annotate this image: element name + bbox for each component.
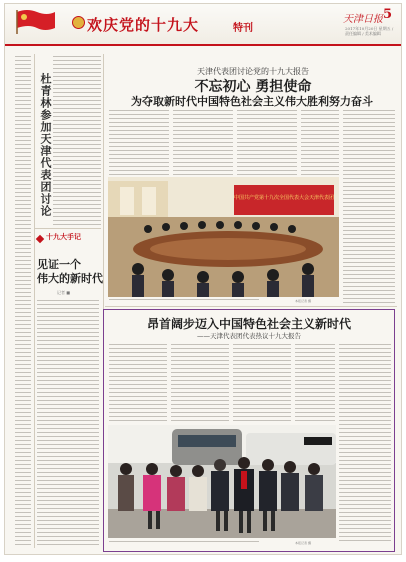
party-emblem-icon (72, 16, 85, 29)
text-column (237, 110, 297, 176)
column-label: 十九大手记 (46, 232, 81, 241)
date-line: 2017年10月20日 星期五 / 责任编辑 / 美术编辑 (345, 26, 394, 36)
special-issue-label: 特刊 (233, 23, 253, 34)
meeting-photo (108, 177, 339, 297)
bottom-article-headline: 昂首阔步迈入中国特色社会主义新时代 (146, 317, 351, 331)
top-article-kicker: 天津代表团讨论党的十九大报告 (197, 67, 309, 76)
diamond-icon (36, 235, 44, 243)
bottom-photo-credit: 本报记者 摄 (295, 541, 311, 545)
text-column (37, 300, 99, 546)
special-section-title: 欢庆党的十九大 (87, 16, 200, 34)
sidebar-headline: 杜青林参加天津代表团讨论 (39, 73, 52, 217)
section-divider (35, 228, 101, 229)
text-column (109, 110, 169, 176)
text-column (301, 110, 339, 176)
red-flag-icon (15, 8, 57, 34)
text-column (173, 110, 233, 176)
text-column (109, 344, 167, 422)
column-title-line-2: 伟大的新时代 (37, 272, 103, 285)
top-photo-credit: 本报记者 摄 (295, 299, 311, 303)
newspaper-page (4, 3, 402, 555)
meeting-banner-text: 中国共产党第十九次全国代表大会天津代表团 (233, 195, 335, 201)
text-column (233, 344, 291, 422)
text-column (53, 56, 101, 226)
column-author: 记者 ■ (57, 290, 71, 295)
text-column (343, 110, 395, 306)
newspaper-name: 天津日报 (343, 14, 383, 25)
page-header (5, 4, 401, 44)
section-divider (105, 306, 397, 307)
top-article-headline: 不忘初心 勇担使命 (194, 79, 312, 95)
photo-caption-line (109, 541, 259, 545)
page-number: 5 (383, 7, 393, 22)
text-column (295, 344, 335, 422)
header-rule (5, 44, 401, 46)
top-article-subheadline: 为夺取新时代中国特色社会主义伟大胜利努力奋斗 (131, 95, 373, 108)
column-title-line-1: 见证一个 (37, 258, 81, 271)
text-column (339, 344, 391, 542)
text-column (171, 344, 229, 422)
column-title (37, 258, 103, 286)
delegates-photo (108, 425, 336, 538)
bottom-article-subheadline: ——天津代表团代表热议十九大报告 (197, 332, 301, 340)
text-column (15, 56, 31, 546)
photo-caption-line (109, 299, 259, 303)
